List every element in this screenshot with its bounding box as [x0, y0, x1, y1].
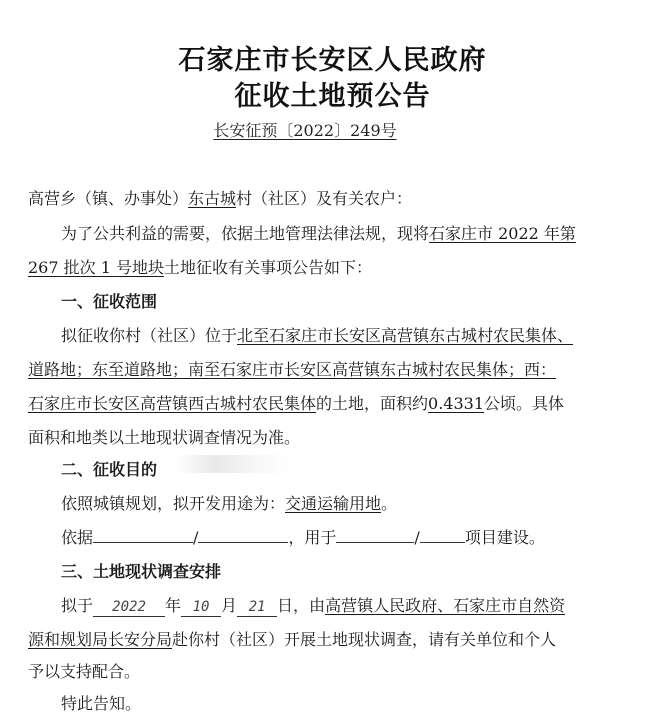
blank-field	[198, 528, 288, 543]
addressee-line	[28, 186, 412, 209]
section2-line-1	[61, 491, 397, 514]
title-line-1: 石家庄市长安区人民政府	[178, 45, 487, 76]
section3-agency-branch: 源和规划局长安分局	[28, 630, 173, 649]
section1-area-label: 的土地，面积约	[316, 394, 429, 413]
intro-text-2: 土地征收有关事项公告如下：	[163, 258, 372, 277]
section2-basis-label: 依据	[61, 528, 94, 547]
intro-line-2	[28, 255, 372, 278]
blank-field	[336, 528, 414, 543]
addressee-rest: 村（社区）及有关农户：	[236, 189, 413, 208]
handwritten-day: 21	[237, 599, 277, 617]
section2-project-label: 项目建设。	[464, 528, 545, 547]
section2-purpose-value: 交通运输用地	[285, 494, 382, 513]
section3-line-1	[61, 593, 565, 617]
section2-purpose-label: 依照城镇规划，拟开发用途为：	[61, 494, 286, 513]
section2-slash-2: /	[414, 528, 420, 547]
section2-period: 。	[381, 494, 398, 513]
section1-line-2	[28, 357, 556, 380]
blank-field	[93, 528, 193, 543]
section1-heading: 一、征收范围	[61, 292, 158, 311]
section1-note: 面积和地类以土地现状调查情况为准。	[28, 428, 301, 447]
handwritten-year: 2022	[93, 599, 165, 617]
section1-line-3	[28, 391, 564, 414]
section1-north-boundary: 北至石家庄市长安区高营镇东古城村农民集体、	[237, 326, 574, 345]
intro-text: 为了公共利益的需要，依据土地管理法律法规，现将	[61, 224, 430, 243]
section1-text: 拟征收你村（社区）位于	[61, 326, 238, 345]
section2-use-label: ，用于	[288, 528, 337, 547]
section3-agencies: 高营镇人民政府、石家庄市自然资	[325, 596, 566, 615]
scan-smudge	[175, 455, 295, 473]
section1-line-4	[28, 425, 300, 448]
section1-line-1	[61, 323, 573, 346]
section1-area-unit: 公顷。具体	[484, 394, 565, 413]
handwritten-month: 10	[181, 599, 221, 617]
closing-line: 特此告知。	[61, 694, 142, 713]
document-number	[0, 118, 610, 141]
section3-date-label: 拟于	[61, 596, 94, 615]
intro-batch-number: 267 批次 1 号地块	[28, 258, 164, 277]
section3-line-2	[28, 627, 556, 650]
section2-slash-1: /	[193, 528, 199, 547]
section1-boundaries: 道路地；东至道路地；南至石家庄市长安区高营镇东古城村农民集体；西：	[28, 360, 557, 379]
day-unit: 日，由	[277, 596, 326, 615]
section1-west-boundary: 石家庄市长安区高营镇西古城村农民集体	[28, 394, 317, 413]
month-unit: 月	[221, 596, 238, 615]
addressee-village: 东古城	[188, 189, 237, 208]
title-line-2: 征收土地预公告	[234, 81, 431, 112]
section2-line-2	[61, 525, 545, 548]
addressee-town: 高营乡（镇、办事处）	[28, 189, 189, 208]
section3-line-3	[28, 659, 140, 682]
section2-heading: 二、征收目的	[61, 460, 158, 479]
section3-support-text: 予以支持配合。	[28, 662, 141, 681]
intro-line-1	[61, 221, 576, 244]
document-number-text: 长安征预〔2022〕249号	[213, 121, 397, 140]
section3-heading: 三、土地现状调查安排	[61, 562, 222, 581]
section1-area-value: 0.4331	[428, 394, 485, 413]
section3-survey-text: 赴你村（社区）开展土地现状调查，请有关单位和个人	[172, 630, 557, 649]
year-unit: 年	[165, 596, 182, 615]
intro-batch-year: 石家庄市 2022 年第	[429, 224, 576, 243]
blank-field	[420, 528, 465, 543]
